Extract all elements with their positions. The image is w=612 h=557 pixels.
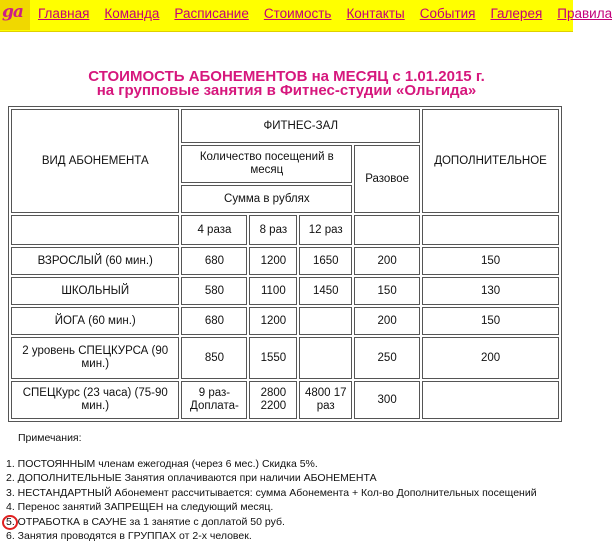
- price-single: 300: [354, 381, 420, 419]
- nav-link-gallery[interactable]: Галерея: [490, 6, 543, 21]
- logo-text: ga: [2, 2, 23, 22]
- note-text: 5. ОТРАБОТКА в САУНЕ за 1 занятие с доплатой 50 руб.: [6, 515, 285, 528]
- price-8: 1200: [249, 307, 297, 335]
- header-fitness-hall: ФИТНЕС-ЗАЛ: [181, 109, 420, 143]
- header-empty-cell: [354, 215, 420, 245]
- note-item-highlighted: [6, 515, 537, 529]
- price-additional: 200: [422, 337, 559, 379]
- header-sum-rubles: Сумма в рублях: [181, 185, 352, 213]
- price-12: 1450: [299, 277, 352, 305]
- notes-list: [6, 457, 537, 543]
- table-row: [11, 337, 559, 379]
- table-row: [11, 307, 559, 335]
- price-4: 680: [181, 247, 247, 275]
- header-count-8: 8 раз: [249, 215, 297, 245]
- header-visits-per-month: Количество посещений в месяц: [181, 145, 352, 183]
- header-empty-cell: [11, 215, 179, 245]
- note-item: 1. ПОСТОЯННЫМ членам ежегодная (через 6 мес.) Скидка 5%.: [6, 458, 318, 470]
- row-name: ЙОГА (60 мин.): [11, 307, 179, 335]
- price-8: 1550: [249, 337, 297, 379]
- note-item: 6. Занятия проводятся в ГРУППАХ от 2-х человек.: [6, 530, 252, 543]
- nav-link-prices[interactable]: Стоимость: [263, 6, 332, 21]
- price-4: 850: [181, 337, 247, 379]
- price-single: 250: [354, 337, 420, 379]
- table-row: [11, 277, 559, 305]
- price-8: 2800 2200: [249, 381, 297, 419]
- nav-link-team[interactable]: Команда: [104, 6, 160, 21]
- price-table: [8, 106, 562, 422]
- nav-link-home[interactable]: Главная: [38, 6, 90, 21]
- price-additional: 150: [422, 307, 559, 335]
- price-12: [299, 337, 352, 379]
- table-header-row: [11, 215, 559, 245]
- price-single: 200: [354, 307, 420, 335]
- nav-link-schedule[interactable]: Расписание: [174, 6, 249, 21]
- price-4: 680: [181, 307, 247, 335]
- row-name: ШКОЛЬНЫЙ: [11, 277, 179, 305]
- row-name: 2 уровень СПЕЦКУРСА (90 мин.): [11, 337, 179, 379]
- price-12: [299, 307, 352, 335]
- header-empty-cell: [422, 215, 559, 245]
- price-8: 1200: [249, 247, 297, 275]
- highlight-circle: [2, 515, 18, 530]
- main-menu: [38, 6, 612, 21]
- table-row: [11, 247, 559, 275]
- header-count-4: 4 раза: [181, 215, 247, 245]
- table-row: [11, 381, 559, 419]
- price-additional: 150: [422, 247, 559, 275]
- header-additional: ДОПОЛНИТЕЛЬНОЕ: [422, 109, 559, 213]
- top-navigation-bar: [0, 0, 612, 32]
- nav-link-rules[interactable]: Правила: [557, 6, 612, 21]
- price-additional: 130: [422, 277, 559, 305]
- note-item: 2. ДОПОЛНИТЕЛЬНЫЕ Занятия оплачиваются при наличии АБОНЕМЕНТА: [6, 472, 377, 485]
- page-title: СТОИМОСТЬ АБОНЕМЕНТОВ на МЕСЯЦ с 1.01.2015 г.: [88, 68, 485, 85]
- note-item: 3. НЕСТАНДАРТНЫЙ Абонемент рассчитывается: сумма Абонемента + Кол-во Дополнительных посещений: [6, 486, 537, 499]
- logo[interactable]: [0, 0, 30, 30]
- header-count-12: 12 раз: [299, 215, 352, 245]
- page-subtitle: на групповые занятия в Фитнес-студии «Ольгида»: [96, 82, 477, 99]
- price-4: 9 раз- Доплата-: [181, 381, 247, 419]
- row-name: ВЗРОСЛЫЙ (60 мин.): [11, 247, 179, 275]
- header-single-visit: Разовое: [354, 145, 420, 213]
- price-12: 1650: [299, 247, 352, 275]
- row-name: СПЕЦКурс (23 часа) (75-90 мин.): [11, 381, 179, 419]
- price-additional: [422, 381, 559, 419]
- price-single: 150: [354, 277, 420, 305]
- price-8: 1100: [249, 277, 297, 305]
- nav-link-contacts[interactable]: Контакты: [346, 6, 405, 21]
- price-12: 4800 17 раз: [299, 381, 352, 419]
- price-4: 580: [181, 277, 247, 305]
- table-header-row: [11, 109, 559, 143]
- header-subscription-type: ВИД АБОНЕМЕНТА: [11, 109, 179, 213]
- note-item: 4. Перенос занятий ЗАПРЕЩЕН на следующий месяц.: [6, 501, 274, 514]
- price-single: 200: [354, 247, 420, 275]
- nav-link-events[interactable]: События: [419, 6, 476, 21]
- notes-title: Примечания:: [18, 432, 82, 444]
